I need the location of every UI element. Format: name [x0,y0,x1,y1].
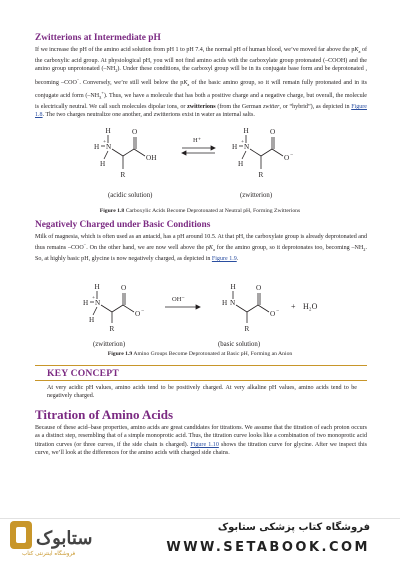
label-basic-solution: (basic solution) [218,341,261,348]
atom-oh: OH [146,154,157,162]
atom-n: N [244,143,250,151]
figure-1-8-caption-text: Carboxylic Acids Become Deprotonated at Neutral pH, Forming Zwitterions [124,208,301,214]
glycine-cation-structure [94,127,156,179]
text-run: (from the German [215,103,264,110]
text-run: If we increase the pH of the amino acid solution from pH 1 to pH 7.4, the normal pH of human blood, we’ve moved far above the p [35,47,355,53]
section-heading-zwitterions: Zwitterions at Intermediate pH [35,33,161,43]
charge-plus: + [241,139,245,145]
atom-r: R [244,325,250,333]
atom-h: H [94,143,100,151]
logo-tagline: فروشگاه اینترنتی کتاب [22,551,76,557]
text-run: ). Thus, we have a molecule that has both a positive charge and a negative charge, but overall, the molecule is electrically neutral. We call such molecules dipolar ions, or [35,93,367,110]
key-concept-mid-rule [35,380,367,381]
text-run: . So, at highly basic pH, glycine is now negatively charged, as depicted in [35,245,367,263]
charge-plus: + [103,139,107,145]
plus-sign: + [291,302,296,311]
atom-o-minus: O [270,310,276,318]
text-run: . Conversely, we’re still well below the p [79,79,184,86]
text-run: − [83,242,87,248]
text-run: − [76,76,80,82]
text-run: Because of these acid–base properties, amino acids are great candidates for titrations. We assume that the titration of each proton occurs as a distinct step, resembling that of a simple monoprotic acid. Thus, the titration curve looks like a combination of two monoprotic acid titration curves (or three curves, if the side chain is charged). [35,425,367,448]
footer-divider [0,518,400,519]
store-url-link[interactable]: WWW.SETABOOK.COM [166,540,370,555]
atom-o: O [132,128,138,136]
text-run: zwitterions [187,103,216,110]
figure-1-9-diagram [0,275,400,350]
text-run: . On the other hand, we are now well above the p [86,245,209,252]
arrow-label-hydroxide: OH⁻ [172,296,185,303]
zwitterion-structure-left [83,283,144,333]
text-run: Milk of magnesia, which is often used as an antacid, has a pH around 10.5. At that pH, the carboxylate group is already deprotonated and thus remains –COO [35,234,367,252]
text-run: . The two charges neutralize one another, and zwitterions exist in water as internal salts. [42,112,255,119]
atom-r: R [120,171,126,179]
atom-o-minus: O [284,154,290,162]
atom-r: R [109,325,115,333]
equilibrium-arrows [182,146,215,155]
text-run: zwitter [263,103,280,110]
text-run: K [354,47,359,53]
label-zwitterion: (zwitterion) [240,192,273,199]
water-formula: H₂O [303,302,318,311]
text-run: for the amino group, so it deprotonates too, becoming –NH [214,245,364,252]
figure-reference-link[interactable]: Figure 1.10 [190,441,219,448]
key-concept-text: At very acidic pH values, amino acids tend to be positively charged. At very alkaline pH values, amino acids tend to be negatively charged. [47,385,357,400]
atom-o: O [270,128,276,136]
atom-h: H [94,283,100,291]
section-heading-negative: Negatively Charged under Basic Conditions [35,220,211,230]
figure-1-8-caption [0,208,400,214]
atom-o: O [121,284,127,292]
logo-wordmark: ستابوک [36,528,93,548]
text-run: shows the titration curve for glycine. After we inspect this curve, we’ll look at the differences for the amino acids with charged side chains. [35,441,367,457]
section-heading-titration: Titration of Amino Acids [35,407,174,422]
atom-r: R [258,171,264,179]
atom-h: H [105,127,111,135]
text-run: 3 [99,95,102,101]
atom-h: H [243,127,249,135]
charge-minus: − [141,308,145,314]
text-run: K [183,79,188,86]
charge-plus: + [92,295,96,301]
figure-reference-link[interactable]: Figure 1.8 [35,103,367,119]
paragraph-negative [35,233,367,263]
arrow-label-proton: H⁺ [193,137,202,144]
figure-1-9-caption-text: Amino Groups Become Deprotonated at Basic pH, Forming an Anion [132,351,293,357]
zwitterion-structure [232,127,293,179]
text-run: 2 [115,68,118,74]
atom-h: H [222,299,228,307]
atom-h: H [100,160,106,168]
atom-o-minus: O [135,310,141,318]
figure-reference-link[interactable]: Figure 1.9 [211,256,237,263]
figure-1-9-caption-number: Figure 1.9 [107,351,133,357]
text-run: + [101,90,104,96]
atom-o: O [256,284,262,292]
text-run: a [358,49,361,55]
atom-h: H [89,316,95,324]
anion-structure [222,283,279,333]
figure-1-8-caption-number: Figure 1.8 [99,208,125,214]
paragraph-titration [35,424,367,458]
atom-n: N [230,299,236,307]
atom-h: H [238,160,244,168]
key-concept-top-rule [35,365,367,366]
store-name: فروشگاه کتاب پزشکی ستابوک [217,522,370,533]
text-run: , or “hybrid”), as depicted in [279,103,352,110]
atom-n: N [106,143,112,151]
figure-1-8-diagram [0,117,400,202]
text-run: . [236,256,239,263]
charge-minus: − [290,152,294,158]
text-run: K [208,245,213,252]
text-run: 2 [363,247,366,253]
atom-h: H [232,143,238,151]
text-run: a [212,247,215,253]
key-concept-title: KEY CONCEPT [47,368,119,379]
paragraph-zwitterions [35,46,367,120]
figure-1-9-caption [0,351,400,357]
atom-h: H [230,283,236,291]
charge-minus: − [276,308,280,314]
reaction-arrow [165,305,200,309]
text-run: of the carboxylic acid group. At physiological pH, you will not find amino acids with the carboxylate group protonated (–COOH) and the amino group unprotonated (–NH [35,47,367,73]
label-acidic-solution: (acidic solution) [108,192,153,199]
text-run: ). Under these conditions, the carboxyl group will be in its conjugate base form and be deprotonated , becoming –COO [35,66,367,86]
text-run: of the basic amino group, so it will remain fully protonated and in its conjugate acid form (–NH [35,79,367,100]
atom-h: H [83,299,89,307]
label-zwitterion: (zwitterion) [93,341,126,348]
text-run: a [187,81,190,87]
atom-n: N [95,299,101,307]
